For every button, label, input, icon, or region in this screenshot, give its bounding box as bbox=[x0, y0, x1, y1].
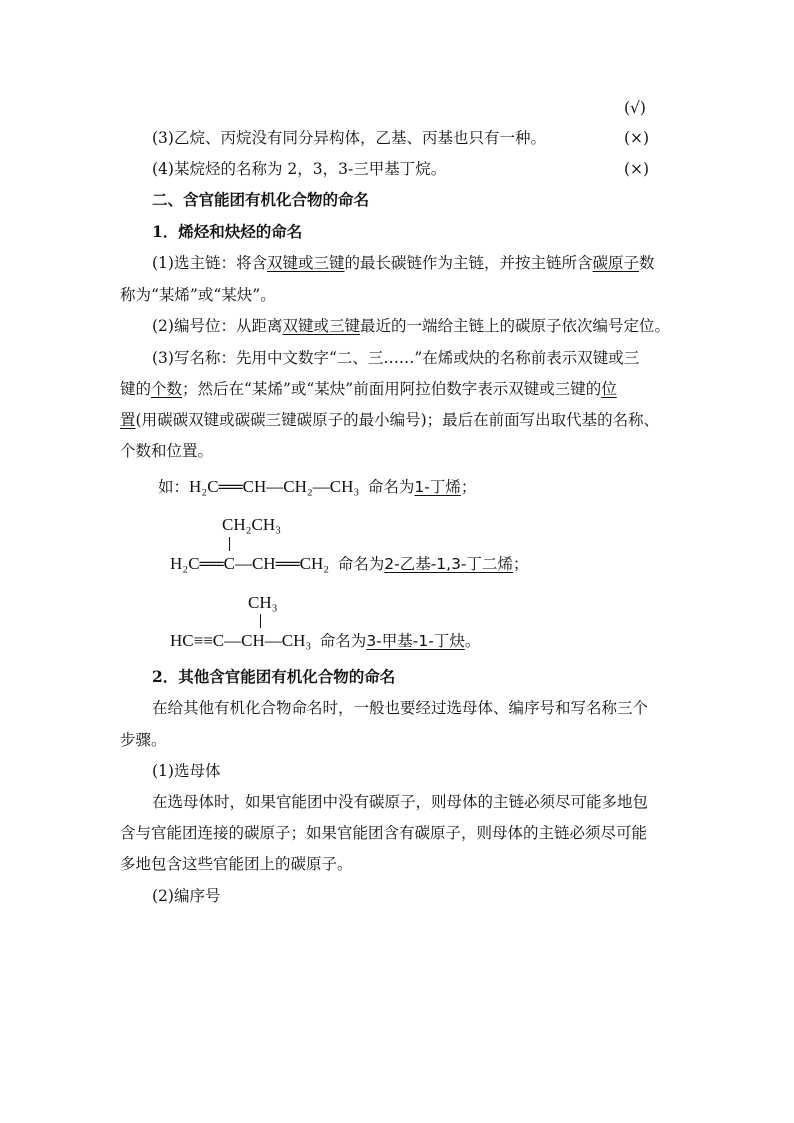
formula-1 bbox=[158, 476, 476, 498]
vertical-bond bbox=[229, 537, 230, 551]
structural-formula: HC≡≡C—CH—CH₃ bbox=[170, 631, 312, 650]
step-heading: (2)编序号 bbox=[152, 887, 221, 905]
paragraph-line: 在给其他有机化合物命名时，一般也要经过选母体、编序号和写名称三个 bbox=[152, 699, 649, 717]
text-span: (用碳碳双键或碳碳三键碳原子的最小编号)；最后在前面写出取代基的名称、 bbox=[135, 411, 660, 429]
formula-2 bbox=[170, 553, 529, 575]
compound-name: 1-丁烯 bbox=[414, 478, 461, 496]
compound-name: 2-乙基-1,3-丁二烯 bbox=[384, 555, 514, 573]
text-span: (1)选主链：将含 bbox=[152, 254, 267, 272]
vertical-bond bbox=[260, 614, 261, 628]
underlined-term: 双键或三键 bbox=[282, 317, 360, 335]
paragraph-line: 个数和位置。 bbox=[120, 442, 214, 460]
paragraph-line bbox=[152, 316, 712, 336]
compound-name: 3-甲基-1-丁炔 bbox=[366, 632, 465, 650]
text-span: 。 bbox=[464, 632, 481, 650]
underlined-term: 位 bbox=[601, 380, 617, 398]
structural-formula: H₂C══CH—CH₂—CH₃ bbox=[189, 477, 360, 496]
statement-4: (4)某烷烃的名称为 2，3，3-三甲基丁烷。 bbox=[152, 160, 447, 178]
paragraph-line: (3)写名称：先用中文数字“二、三……”在烯或炔的名称前表示双键或三 bbox=[152, 349, 640, 367]
paragraph-line: 称为“某烯”或“某炔”。 bbox=[120, 286, 276, 304]
text-span: 命名为 bbox=[319, 632, 367, 650]
paragraph-line bbox=[152, 253, 712, 273]
answer-mark: (×) bbox=[624, 160, 650, 178]
subsection-heading: 1．烯烃和炔烃的命名 bbox=[152, 222, 303, 241]
text-span: 键的 bbox=[120, 380, 152, 398]
subsection-heading: 2．其他含官能团有机化合物的命名 bbox=[152, 667, 396, 686]
answer-mark: (×) bbox=[624, 129, 650, 147]
branch-group: CH₂CH₃ bbox=[222, 515, 282, 534]
paragraph-line bbox=[120, 379, 680, 399]
underlined-term: 个数 bbox=[151, 380, 183, 398]
structural-formula: H₂C══C—CH══CH₂ bbox=[170, 554, 330, 573]
paragraph-line: 含与官能团连接的碳原子；如果官能团含有碳原子，则母体的主链必须尽可能 bbox=[120, 824, 648, 842]
answer-mark: (√) bbox=[624, 99, 646, 117]
text-span: 如： bbox=[158, 478, 190, 496]
text-span: ； bbox=[460, 478, 477, 496]
section-heading: 二、含官能团有机化合物的命名 bbox=[152, 190, 370, 209]
text-span: (2)编号位：从距离 bbox=[152, 317, 283, 335]
paragraph-line: 在选母体时，如果官能团中没有碳原子，则母体的主链必须尽可能多地包 bbox=[152, 793, 649, 811]
text-span: 命名为 bbox=[367, 478, 415, 496]
underlined-term: 双键或三键 bbox=[266, 254, 345, 272]
paragraph-line: 步骤。 bbox=[120, 731, 167, 749]
underlined-term: 碳原子 bbox=[592, 254, 640, 272]
text-span: ； bbox=[513, 555, 529, 573]
underlined-term: 置 bbox=[120, 411, 136, 429]
text-span: 最近的一端给主链上的碳原子依次编号定位。 bbox=[359, 317, 670, 335]
branch-group: CH₃ bbox=[248, 593, 278, 612]
text-span: ；然后在“某烯”或“某炔”前面用阿拉伯数字表示双键或三键的 bbox=[182, 380, 602, 398]
text-span: 命名为 bbox=[337, 555, 385, 573]
paragraph-line bbox=[120, 410, 680, 430]
text-span: 数 bbox=[639, 254, 655, 272]
text-span: 的最长碳链作为主链，并按主链所含 bbox=[344, 254, 593, 272]
statement-3: (3)乙烷、丙烷没有同分异构体，乙基、丙基也只有一种。 bbox=[152, 129, 546, 147]
step-heading: (1)选母体 bbox=[152, 762, 221, 780]
paragraph-line: 多地包含这些官能团上的碳原子。 bbox=[120, 855, 353, 873]
formula-3 bbox=[170, 630, 480, 652]
